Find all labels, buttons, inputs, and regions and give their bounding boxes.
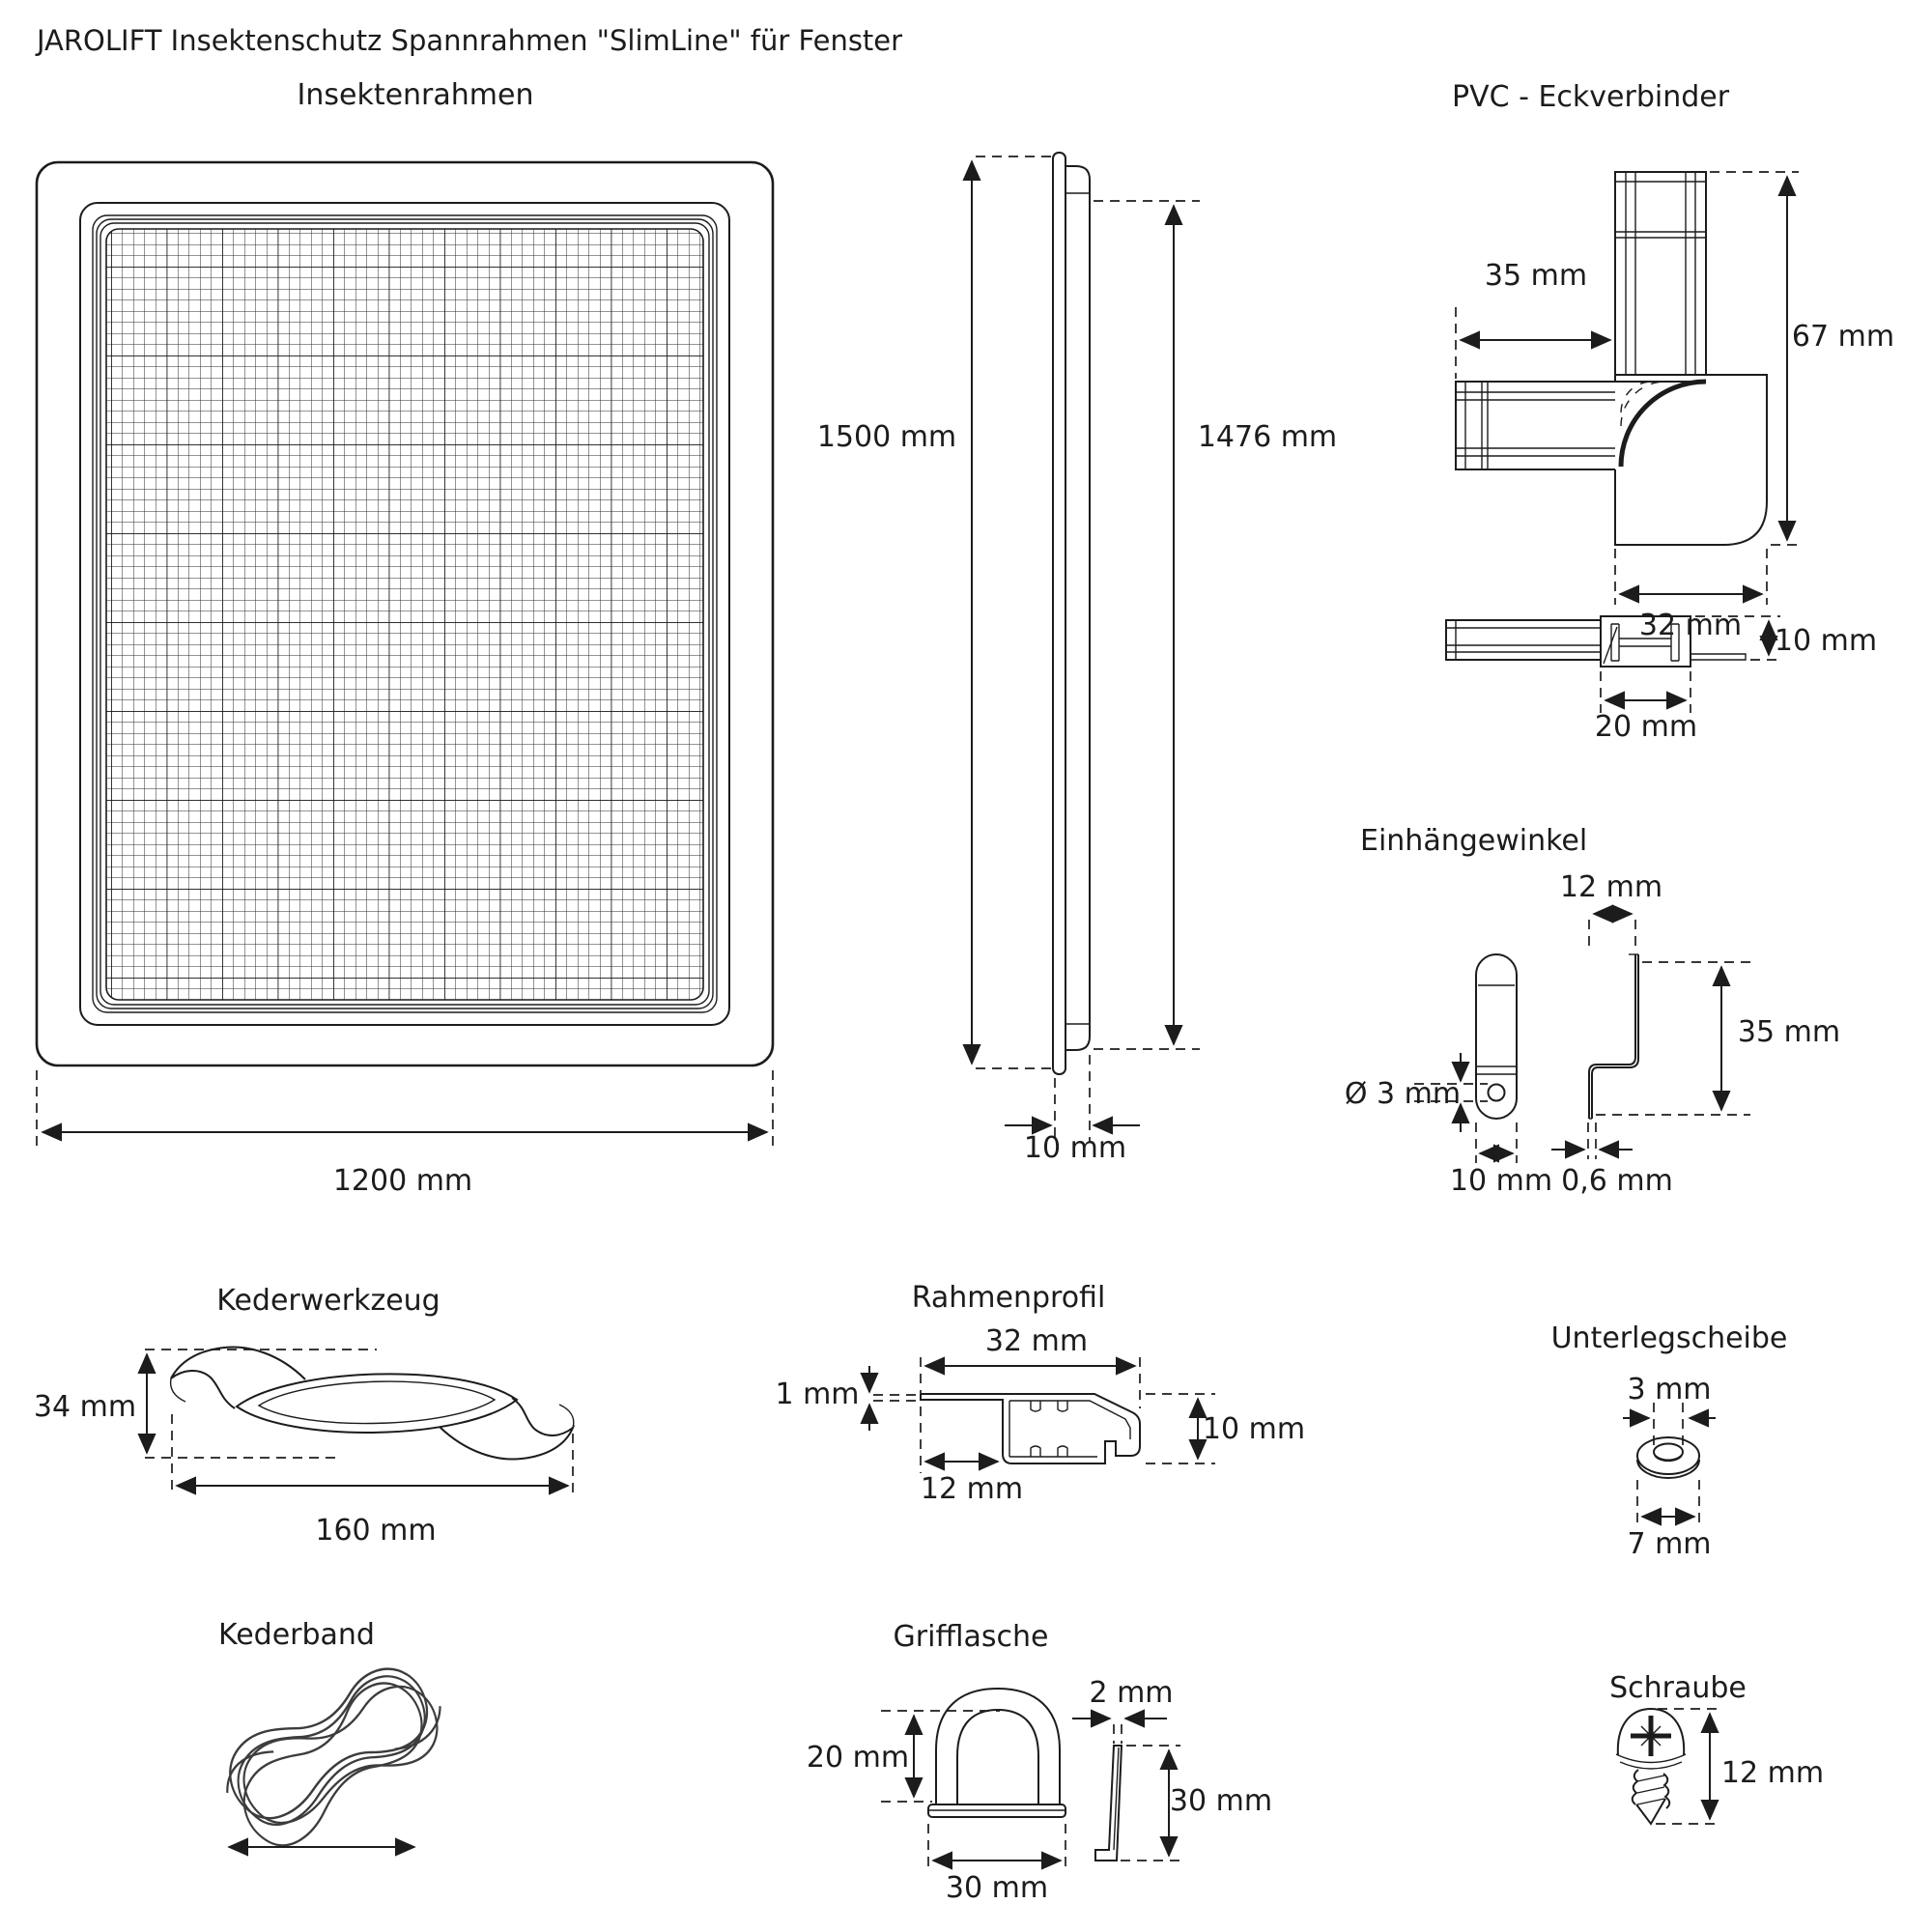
dim-connector-arm-length: 35 mm — [1484, 259, 1588, 293]
dim-frame-depth: 10 mm — [1023, 1131, 1127, 1165]
screw-label: Schraube — [1609, 1671, 1747, 1705]
dim-bracket-top-width: 12 mm — [1559, 870, 1663, 904]
dim-profile-width: 32 mm — [984, 1324, 1089, 1358]
dim-bracket-hole: Ø 3 mm — [1344, 1077, 1462, 1111]
insect-mesh-coarse-lines — [106, 229, 703, 1000]
dim-connector-side-length: 20 mm — [1594, 710, 1698, 744]
dim-connector-body-width: 32 mm — [1638, 609, 1743, 642]
dim-grip-inner-height: 20 mm — [806, 1741, 910, 1775]
dim-keder-tool-height: 34 mm — [33, 1390, 137, 1424]
dim-washer-outer: 7 mm — [1627, 1527, 1712, 1561]
dim-bracket-height: 35 mm — [1737, 1015, 1841, 1049]
dim-frame-width: 1200 mm — [332, 1164, 473, 1198]
keder-band-label: Kederband — [218, 1618, 375, 1652]
hanging-bracket-label: Einhängewinkel — [1360, 824, 1588, 858]
dim-profile-height: 10 mm — [1202, 1412, 1306, 1446]
dim-washer-hole: 3 mm — [1627, 1373, 1712, 1406]
dim-frame-inner-height: 1476 mm — [1197, 420, 1338, 454]
dim-grip-width: 30 mm — [945, 1871, 1049, 1905]
grip-tab-label: Grifflasche — [893, 1620, 1049, 1654]
keder-tool-label: Kederwerkzeug — [216, 1284, 440, 1318]
dim-bracket-thickness: 0,6 mm — [1561, 1164, 1673, 1198]
page-title: JAROLIFT Insektenschutz Spannrahmen "SlimLine" für Fenster — [37, 24, 903, 57]
dim-profile-flange: 1 mm — [775, 1378, 860, 1411]
dim-bracket-width: 10 mm — [1449, 1164, 1553, 1198]
dim-profile-base: 12 mm — [920, 1472, 1024, 1506]
dim-keder-tool-length: 160 mm — [315, 1514, 437, 1548]
dim-screw-length: 12 mm — [1720, 1756, 1825, 1790]
corner-connector-label: PVC - Eckverbinder — [1452, 80, 1730, 114]
dim-grip-height: 30 mm — [1169, 1784, 1273, 1818]
frame-profile-label: Rahmenprofil — [911, 1281, 1106, 1315]
washer-label: Unterlegscheibe — [1550, 1321, 1788, 1355]
insect-frame-label: Insektenrahmen — [297, 78, 534, 112]
dim-connector-side-height: 10 mm — [1774, 624, 1878, 658]
dim-connector-height: 67 mm — [1791, 320, 1895, 354]
dim-frame-height: 1500 mm — [816, 420, 957, 454]
dim-grip-thickness: 2 mm — [1089, 1676, 1174, 1710]
